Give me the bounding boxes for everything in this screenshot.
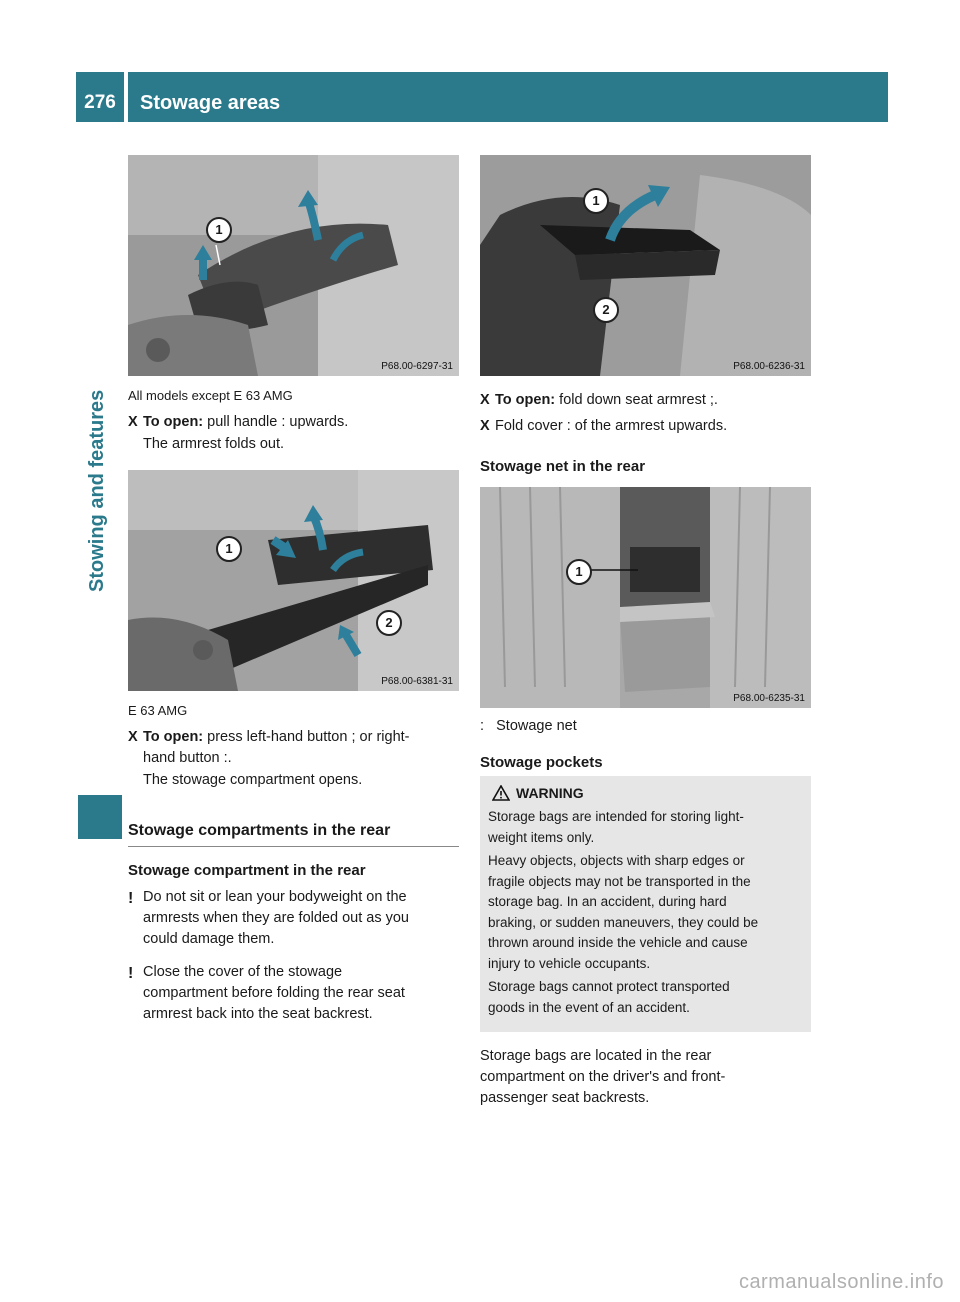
step-marker: X <box>128 729 138 745</box>
side-tab-marker <box>78 795 122 839</box>
callout-1: 1 <box>206 217 232 243</box>
caption-all-models: All models except E 63 AMG <box>128 388 293 403</box>
armrest-image-2 <box>128 470 459 691</box>
warning-triangle-icon <box>492 785 510 807</box>
step-marker: X <box>480 392 490 408</box>
step-press-button: X To open: press left-hand button ; or right- hand button :. <box>128 729 410 766</box>
net-title: Stowage net in the rear <box>480 458 646 475</box>
step-result: The armrest folds out. <box>143 436 285 452</box>
caption-e63: E 63 AMG <box>128 703 188 718</box>
warning-title: WARNING <box>488 782 803 804</box>
step-fold-armrest: X To open: fold down seat armrest ;. <box>480 390 826 411</box>
callout-symbol: : <box>480 718 485 734</box>
warning-paragraph-3: Storage bags cannot protect transported goods in the event of an accident. <box>488 979 730 1015</box>
callout-1: 1 <box>583 188 609 214</box>
page-title: Stowage areas <box>128 72 888 122</box>
page-number: 276 <box>76 72 124 122</box>
warning-box <box>480 776 811 1032</box>
image-code: P68.00-6236-31 <box>733 361 805 372</box>
callout-2: 2 <box>593 297 619 323</box>
image-code: P68.00-6381-31 <box>381 676 453 687</box>
page-header <box>76 72 888 122</box>
step-fold-cover: X Fold cover : of the armrest upwards. <box>480 416 826 437</box>
armrest-image-1 <box>128 155 459 376</box>
section-divider <box>128 846 459 847</box>
warning-paragraph-1: Storage bags are intended for storing light- weight items only. <box>488 809 744 845</box>
image-code: P68.00-6297-31 <box>381 361 453 372</box>
step-marker: X <box>128 414 138 430</box>
section-title: Stowage compartments in the rear <box>128 822 391 839</box>
step-open-handle: X To open: pull handle : upwards. <box>128 412 474 433</box>
rear-armrest-image <box>480 155 811 376</box>
exclamation-icon: ! <box>128 965 134 982</box>
exclamation-icon: ! <box>128 890 134 907</box>
closing-paragraph: Storage bags are located in the rear compartment on the driver's and front- passenger seat backrests. <box>480 1048 726 1106</box>
image-code: P68.00-6235-31 <box>733 693 805 704</box>
step-result: The stowage compartment opens. <box>143 772 363 788</box>
callout-1: 1 <box>566 559 592 585</box>
warning-paragraph-2: Heavy objects, objects with sharp edges or fragile objects may not be transported in the storage bag. In an accident, during hard braking, or sudden maneuvers, they could be thrown around inside the vehicle and cause injury to vehicle occupants. <box>488 853 759 971</box>
callout-1: 1 <box>216 536 242 562</box>
pockets-title: Stowage pockets <box>480 754 603 771</box>
subsection-title: Stowage compartment in the rear <box>128 862 366 879</box>
legend-item: : Stowage net <box>480 718 577 734</box>
callout-2: 2 <box>376 610 402 636</box>
watermark: carmanualsonline.info <box>738 1271 944 1293</box>
stowage-net-image <box>480 487 811 708</box>
note-1: ! Do not sit or lean your bodyweight on the armrests when they are folded out as you could damage them. <box>128 889 409 947</box>
note-2: ! Close the cover of the stowage compartment before folding the rear seat armrest back into the seat backrest. <box>128 964 405 1022</box>
step-marker: X <box>480 418 490 434</box>
